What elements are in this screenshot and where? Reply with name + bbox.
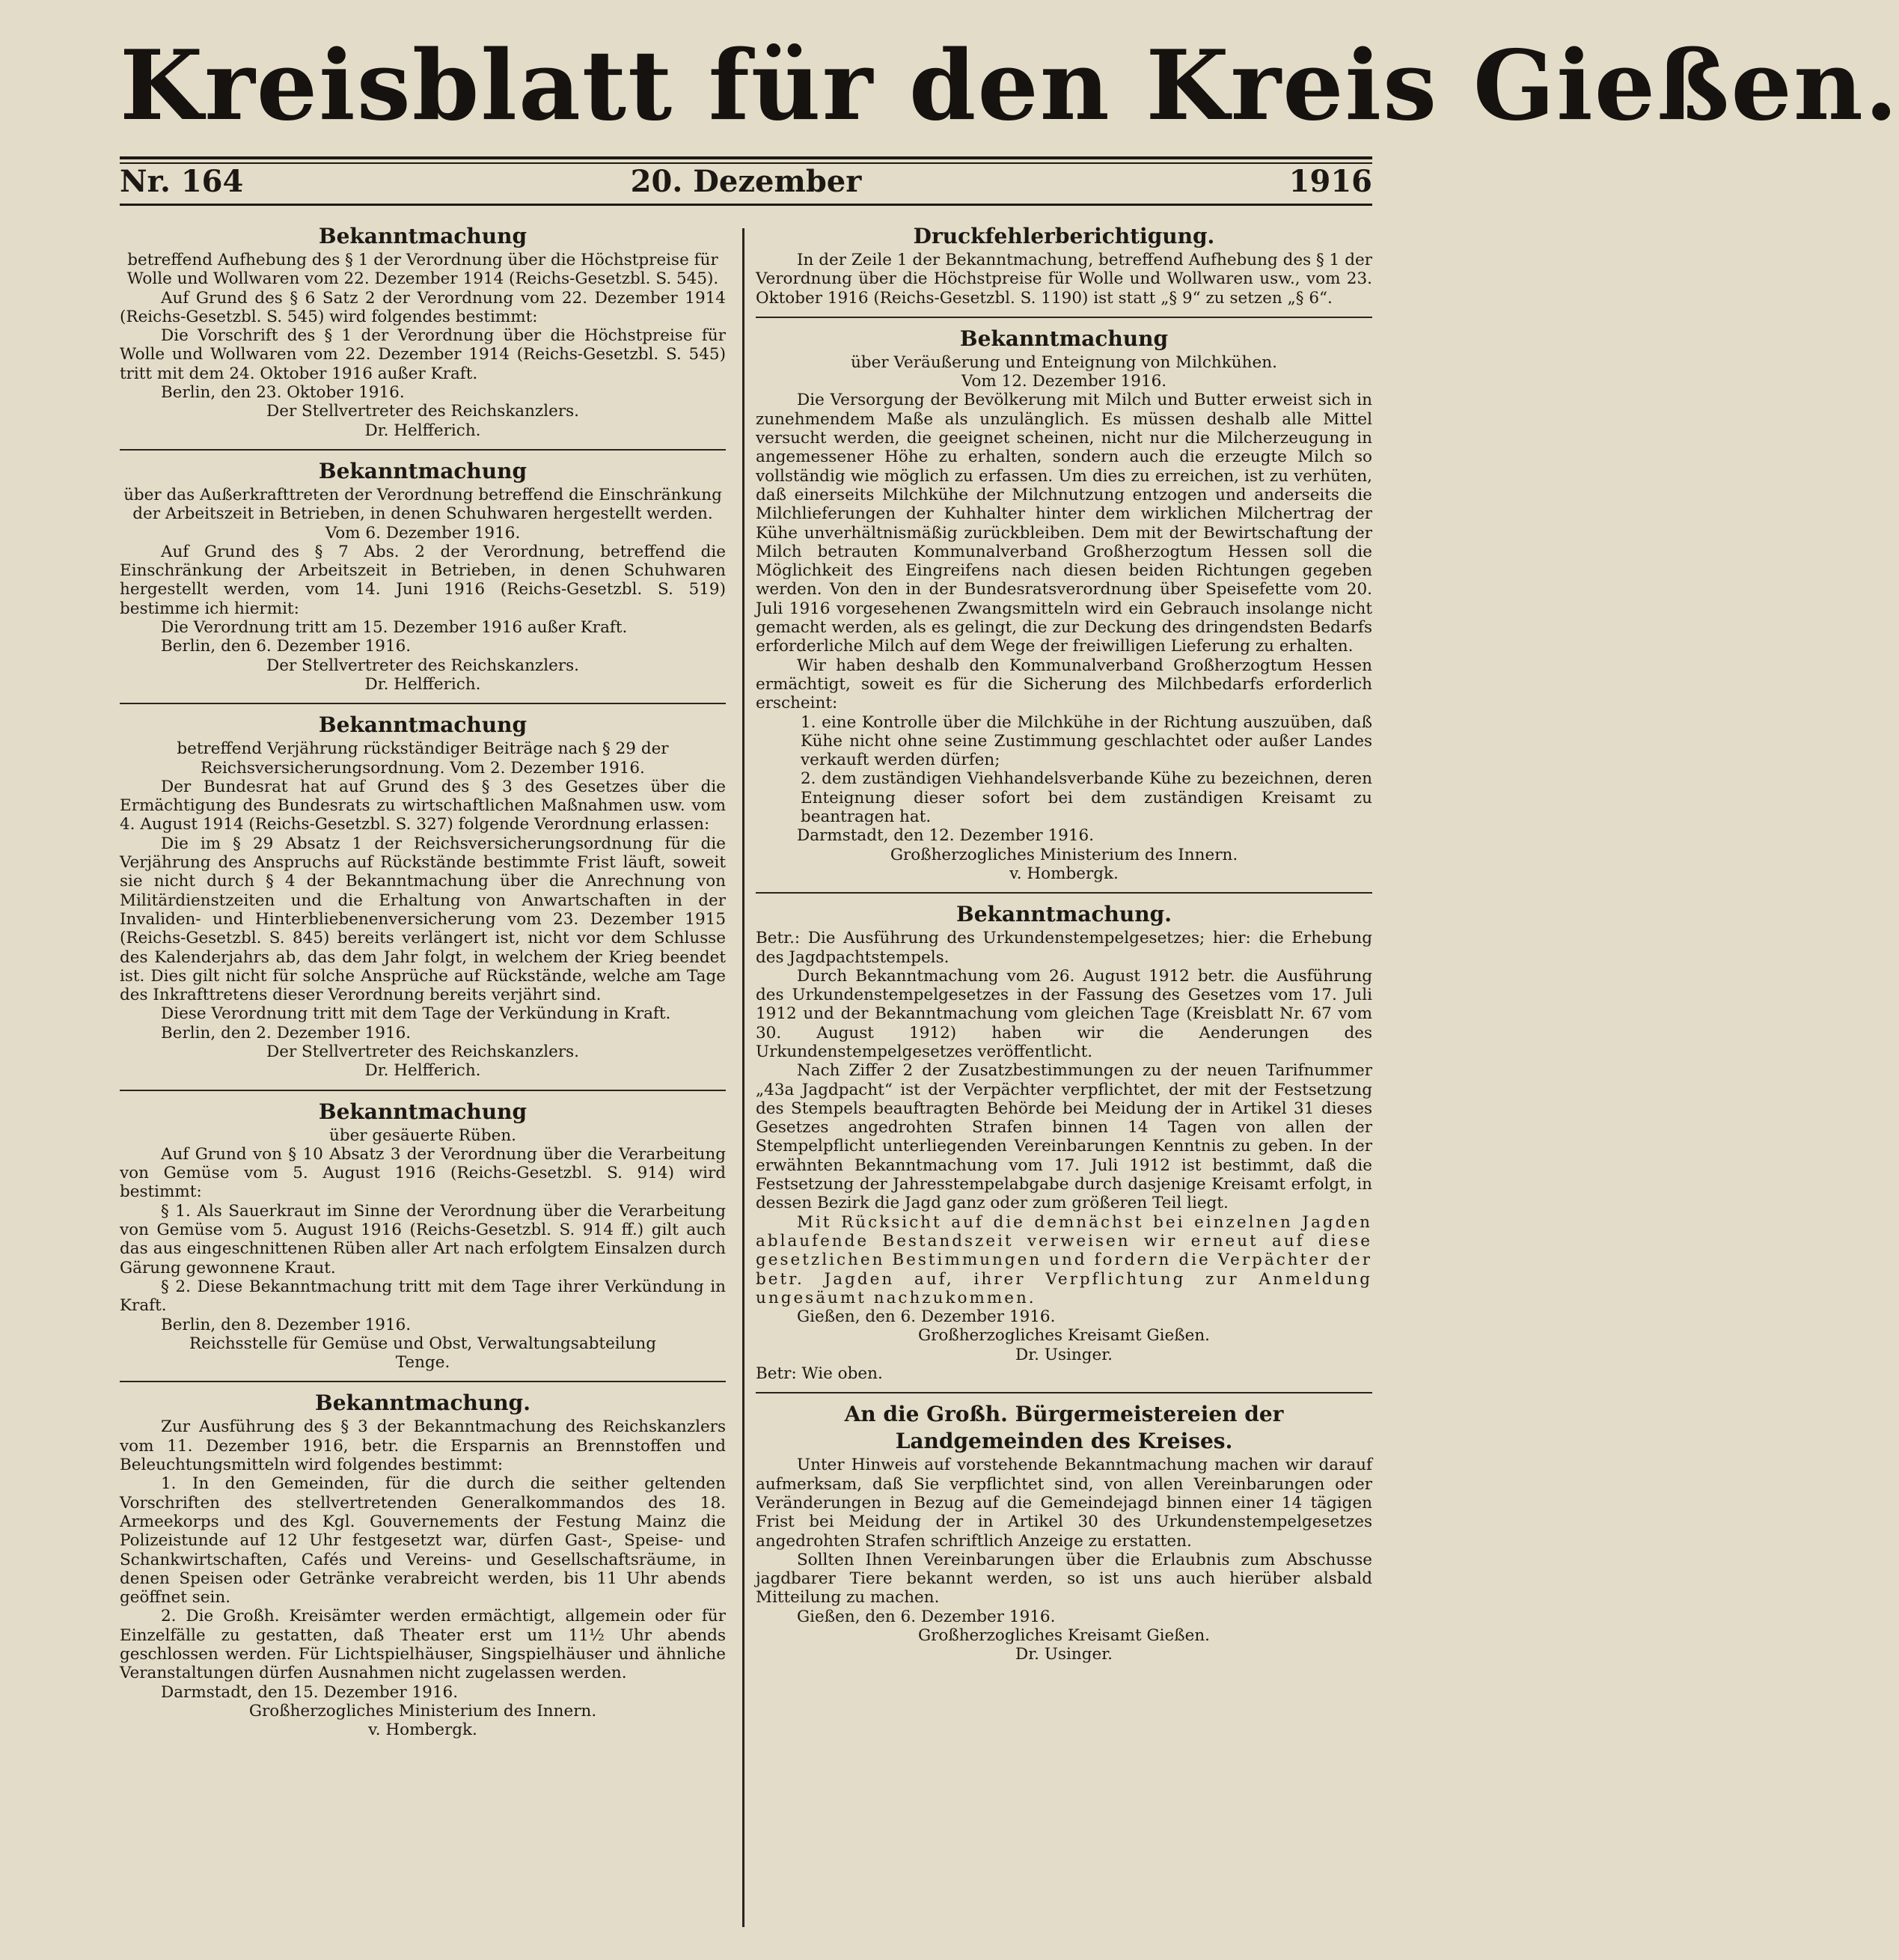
- signature-line: Dr. Usinger.: [1015, 1345, 1113, 1364]
- notice-paragraph: Die Vorschrift des § 1 der Verordnung über die Höchstpreise für Wolle und Wollwaren vom 22. Dezember 1914 (Reichs-Gesetzbl. S. 545) tritt mit dem 24. Oktober 1916 außer Kraft.: [120, 326, 726, 383]
- notice-heading: Druckfehlerberichtigung.: [913, 224, 1215, 248]
- signature-line: Großherzogliches Kreisamt Gießen.: [917, 1626, 1211, 1645]
- column-divider: [742, 228, 744, 1927]
- signature-line: Tenge.: [395, 1353, 450, 1373]
- notice-heading: Bekanntmachung: [318, 712, 528, 738]
- left-column: [120, 223, 726, 1739]
- notice-heading: Bekanntmachung.: [956, 902, 1172, 927]
- notice-paragraph: Berlin, den 23. Oktober 1916.: [161, 383, 405, 403]
- notice-heading: Bekanntmachung.: [315, 1390, 530, 1416]
- section-separator: [120, 1381, 726, 1382]
- notice-heading: Bekanntmachung: [959, 326, 1169, 351]
- notice-paragraph: Nach Ziffer 2 der Zusatzbestimmungen zu der neuen Tarifnummer „43a Jagdpacht“ ist der Verpächter verpflichtet, der mit der Festsetzung des Stempels beauftragten Behörde bei Meidung der in Artikel 31 dieses Gesetzes angedrohten Strafen binnen 14 Tagen von allen der Stempelpflicht unterliegenden Vereinbarungen Kenntnis zu geben. In der erwähnten Bekanntmachung vom 17. Juli 1912 ist bestimmt, daß die Festsetzung der Jahresstempelabgabe durch dasjenige Kreisamt erfolgt, in dessen Bezirk die Jagd ganz oder zum größeren Teil liegt.: [756, 1061, 1372, 1213]
- notice-paragraph: betreffend Verjährung rückständiger Beiträge nach § 29 der Reichsversicherungsordnung. Vom 2. Dezember 1916.: [177, 739, 669, 778]
- notice-heading: An die Großh. Bürgermeistereien der Landgemeinden des Kreises.: [844, 1402, 1284, 1454]
- section-separator: [756, 892, 1372, 894]
- signature-line: Großherzogliches Kreisamt Gießen.: [917, 1326, 1211, 1346]
- notice-paragraph: § 1. Als Sauerkraut im Sinne der Verordnung über die Verarbeitung von Gemüse vom 5. August 1916 (Reichs-Gesetzbl. S. 914 ff.) gilt auch das aus eingeschnittenen Rüben aller Art nach erfolgtem Einsalzen durch Gärung gewonnene Kraut.: [120, 1201, 726, 1277]
- notice-paragraph: über Veräußerung und Enteignung von Milchkühen.: [851, 352, 1277, 372]
- section-separator: [120, 1090, 726, 1091]
- notice-paragraph: Berlin, den 6. Dezember 1916.: [161, 637, 412, 656]
- issue-date: 20. Dezember: [630, 164, 862, 199]
- notice-paragraph: In der Zeile 1 der Bekanntmachung, betreffend Aufhebung des § 1 der Verordnung über die Höchstpreise für Wolle und Wollwaren usw., vom 23. Oktober 1916 (Reichs-Gesetzbl. S. 1190) ist statt „§ 9“ zu setzen „§ 6“.: [756, 251, 1372, 308]
- dateline-rule: [120, 204, 1372, 206]
- signature-line: Dr. Usinger.: [1015, 1645, 1113, 1664]
- section-separator: [120, 449, 726, 451]
- masthead-title: Kreisblatt für den Kreis Gießen.: [120, 30, 1899, 142]
- notice-section: [120, 712, 726, 1080]
- notice-paragraph: Vom 12. Dezember 1916.: [961, 372, 1167, 391]
- dateline: [120, 163, 1372, 201]
- notice-paragraph: Unter Hinweis auf vorstehende Bekanntmachung machen wir darauf aufmerksam, daß Sie verpflichtet sind, von allen Vereinbarungen oder Veränderungen in Bezug auf die Gemeindejagd binnen einer 14 tägigen Frist bei Meidung der in Artikel 30 des Urkundenstempelgesetzes angedrohten Strafen schriftlich Anzeige zu erstatten.: [756, 1456, 1372, 1551]
- section-separator: [120, 703, 726, 704]
- masthead-rule: [120, 156, 1372, 159]
- signature-line: Dr. Helfferich.: [364, 674, 481, 694]
- notice-section: [120, 1099, 726, 1373]
- notice-paragraph: Diese Verordnung tritt mit dem Tage der Verkündung in Kraft.: [161, 1004, 671, 1024]
- notice-paragraph: Gießen, den 6. Dezember 1916.: [797, 1607, 1056, 1626]
- issue-year: 1916: [1288, 164, 1372, 199]
- notice-paragraph: Zur Ausführung des § 3 der Bekanntmachung des Reichskanzlers vom 11. Dezember 1916, betr. die Ersparnis an Brennstoffen und Beleuchtungsmitteln wird folgendes bestimmt:: [120, 1417, 726, 1475]
- signature-line: v. Hombergk.: [368, 1721, 477, 1740]
- notice-section: [756, 901, 1372, 1383]
- signature-line: v. Hombergk.: [1009, 864, 1119, 883]
- notice-paragraph: Die im § 29 Absatz 1 der Reichsversicherungsordnung für die Verjährung des Anspruchs auf Rückstände bestimmte Frist läuft, soweit sie nicht durch § 4 der Bekanntmachung über die Anrechnung von Militärdienstzeiten und die Erhaltung von Anwartschaften in der Invaliden- und Hinterbliebenenversicherung vom 23. Dezember 1915 (Reichs-Gesetzbl. S. 845) bereits verlängert ist, nicht vor dem Schlusse des Kalenderjahrs ab, das dem Jahr folgt, in welchem der Krieg beendet ist. Dies gilt nicht für solche Ansprüche auf Rückstände, welche am Tage des Inkrafttretens dieser Verordnung bereits verjährt sind.: [120, 834, 726, 1005]
- section-separator: [756, 1392, 1372, 1393]
- notice-heading: Bekanntmachung: [318, 1099, 528, 1124]
- notice-paragraph: Darmstadt, den 15. Dezember 1916.: [161, 1682, 459, 1702]
- notice-section: [756, 223, 1372, 308]
- notice-paragraph: Betr.: Die Ausführung des Urkundenstempelgesetzes; hier: die Erhebung des Jagdpachtstempels.: [756, 929, 1372, 967]
- notice-paragraph: Mit Rücksicht auf die demnächst bei einzelnen Jagden ablaufende Bestandszeit verweisen wir erneut auf diese gesetzlichen Bestimmungen und fordern die Verpächter der betr. Jagden auf, ihrer Verpflichtung zur Anmeldung ungesäumt nachzukommen.: [756, 1212, 1372, 1307]
- signature-line: Dr. Helfferich.: [364, 421, 481, 440]
- notice-paragraph: Gießen, den 6. Dezember 1916.: [797, 1307, 1056, 1327]
- notice-heading: Bekanntmachung: [318, 458, 528, 483]
- notice-paragraph: Durch Bekanntmachung vom 26. August 1912 betr. die Ausführung des Urkundenstempelgesetzes in der Fassung des Gesetzes vom 17. Juli 1912 und der Bekanntmachung vom gleichen Tage (Kreisblatt Nr. 67 vom 30. August 1912) haben wir die Aenderungen des Urkundenstempelgesetzes veröffentlicht.: [756, 966, 1372, 1061]
- notice-paragraph: Auf Grund des § 7 Abs. 2 der Verordnung, betreffend die Einschränkung der Arbeitszeit in Betrieben, in denen Schuhwaren hergestellt werden, vom 14. Juni 1916 (Reichs-Gesetzbl. S. 519) bestimme ich hiermit:: [120, 542, 726, 618]
- notice-paragraph: 1. In den Gemeinden, für die durch die seither geltenden Vorschriften des stellvertretenden Generalkommandos des 18. Armeekorps und des Kgl. Gouvernements der Festung Mainz die Polizeistunde auf 12 Uhr festgesetzt war, dürfen Gast-, Speise- und Schankwirtschaften, Cafés und Vereins- und Gesellschaftsräume, in denen Speisen oder Getränke verabreicht werden, bis 11 Uhr abends geöffnet sein.: [120, 1474, 726, 1608]
- right-column: [756, 223, 1372, 1664]
- signature-line: Reichsstelle für Gemüse und Obst, Verwaltungsabteilung: [189, 1334, 656, 1353]
- notice-paragraph: 2. Die Großh. Kreisämter werden ermächtigt, allgemein oder für Einzelfälle zu gestatten, daß Theater erst um 11½ Uhr abends geschlossen werden. Für Lichtspielhäuser, Singspielhäuser und ähnliche Veranstaltungen dürfen Ausnahmen nicht zugelassen werden.: [120, 1607, 726, 1683]
- notice-section: [756, 1401, 1372, 1664]
- signature-line: Großherzogliches Ministerium des Innern.: [248, 1701, 597, 1721]
- notice-paragraph: Sollten Ihnen Vereinbarungen über die Erlaubnis zum Abschusse jagdbarer Tiere bekannt werden, so ist uns auch hierüber alsbald Mitteilung zu machen.: [756, 1550, 1372, 1608]
- notice-paragraph: Wir haben deshalb den Kommunalverband Großherzogtum Hessen ermächtigt, soweit es für die Sicherung des Milchbedarfs erforderlich erscheint:: [756, 656, 1372, 713]
- signature-line: Dr. Helfferich.: [364, 1061, 481, 1081]
- notice-paragraph: Berlin, den 2. Dezember 1916.: [161, 1023, 412, 1042]
- notice-paragraph: über gesäuerte Rüben.: [328, 1126, 517, 1145]
- notice-paragraph: Die Verordnung tritt am 15. Dezember 1916 außer Kraft.: [161, 618, 628, 638]
- notice-paragraph: 1. eine Kontrolle über die Milchkühe in der Richtung auszuüben, daß Kühe nicht ohne seine Zustimmung geschlachtet oder außer Landes verkauft werden dürfen;: [801, 712, 1372, 770]
- notice-section: [120, 458, 726, 694]
- notice-paragraph: Auf Grund von § 10 Absatz 3 der Verordnung über die Verarbeitung von Gemüse vom 5. August 1916 (Reichs-Gesetzbl. S. 914) wird bestimmt:: [120, 1144, 726, 1202]
- notice-paragraph: Auf Grund des § 6 Satz 2 der Verordnung vom 22. Dezember 1914 (Reichs-Gesetzbl. S. 545) wird folgendes bestimmt:: [120, 288, 726, 326]
- notice-paragraph: betreffend Aufhebung des § 1 der Verordnung über die Höchstpreise für Wolle und Wollwaren vom 22. Dezember 1914 (Reichs-Gesetzbl. S. 545).: [126, 251, 719, 289]
- notice-heading: Bekanntmachung: [318, 224, 528, 248]
- notice-paragraph: Darmstadt, den 12. Dezember 1916.: [797, 826, 1095, 846]
- notice-paragraph: Die Versorgung der Bevölkerung mit Milch und Butter erweist sich in zunehmendem Maße als unzulänglich. Es müssen deshalb alle Mittel versucht werden, die geeignet scheinen, nicht nur die Milcherzeugung in angemessener Höhe zu erhalten, sondern auch die erzeugte Milch so vollständig wie möglich zu erfassen. Um dies zu erreichen, ist zu verhüten, daß einerseits Milchkühe der Milchnutzung entzogen und anderseits die Milchlieferungen der Kuhhalter hinter dem wirklichen Milchertrag der Kühe unverhältnismäßig zurückbleiben. Dem mit der Bewirtschaftung der Milch betrauten Kommunalverband Großherzogtum Hessen soll die Möglichkeit des Eingreifens nach diesen beiden Richtungen gegeben werden. Von den in der Bundesratsverordnung über Speisefette vom 20. Juli 1916 vorgesehenen Zwangsmitteln wird ein Gebrauch insolange nicht gemacht werden, als es gelingt, die zur Deckung des dringendsten Bedarfs erforderliche Milch auf dem Wege der freiwilligen Lieferung zu erhalten.: [756, 391, 1372, 656]
- notice-paragraph: Der Bundesrat hat auf Grund des § 3 des Gesetzes über die Ermächtigung des Bundesrats zu wirtschaftlichen Maßnahmen usw. vom 4. August 1914 (Reichs-Gesetzbl. S. 327) folgende Verordnung erlassen:: [120, 777, 726, 834]
- signature-line: Der Stellvertreter des Reichskanzlers.: [266, 402, 579, 421]
- notice-section: [120, 1390, 726, 1739]
- notice-section: [756, 326, 1372, 883]
- notice-paragraph: § 2. Diese Bekanntmachung tritt mit dem Tage ihrer Verkündung in Kraft.: [120, 1277, 726, 1316]
- signature-line: Großherzogliches Ministerium des Innern.: [890, 845, 1238, 864]
- notice-paragraph: über das Außerkrafttreten der Verordnung betreffend die Einschränkung der Arbeitszeit in Betrieben, in denen Schuhwaren hergestellt werden. Vom 6. Dezember 1916.: [123, 485, 722, 543]
- notice-paragraph: Berlin, den 8. Dezember 1916.: [161, 1315, 412, 1334]
- notice-paragraph: 2. dem zuständigen Viehhandelsverbande Kühe zu bezeichnen, deren Enteignung dieser sofort bei dem zuständigen Kreisamt zu beantragen hat.: [801, 769, 1372, 827]
- section-separator: [756, 317, 1372, 318]
- notice-section: [120, 223, 726, 440]
- notice-paragraph: Betr: Wie oben.: [756, 1364, 883, 1384]
- signature-line: Der Stellvertreter des Reichskanzlers.: [266, 1042, 579, 1061]
- issue-number: Nr. 164: [120, 164, 244, 199]
- signature-line: Der Stellvertreter des Reichskanzlers.: [266, 656, 579, 675]
